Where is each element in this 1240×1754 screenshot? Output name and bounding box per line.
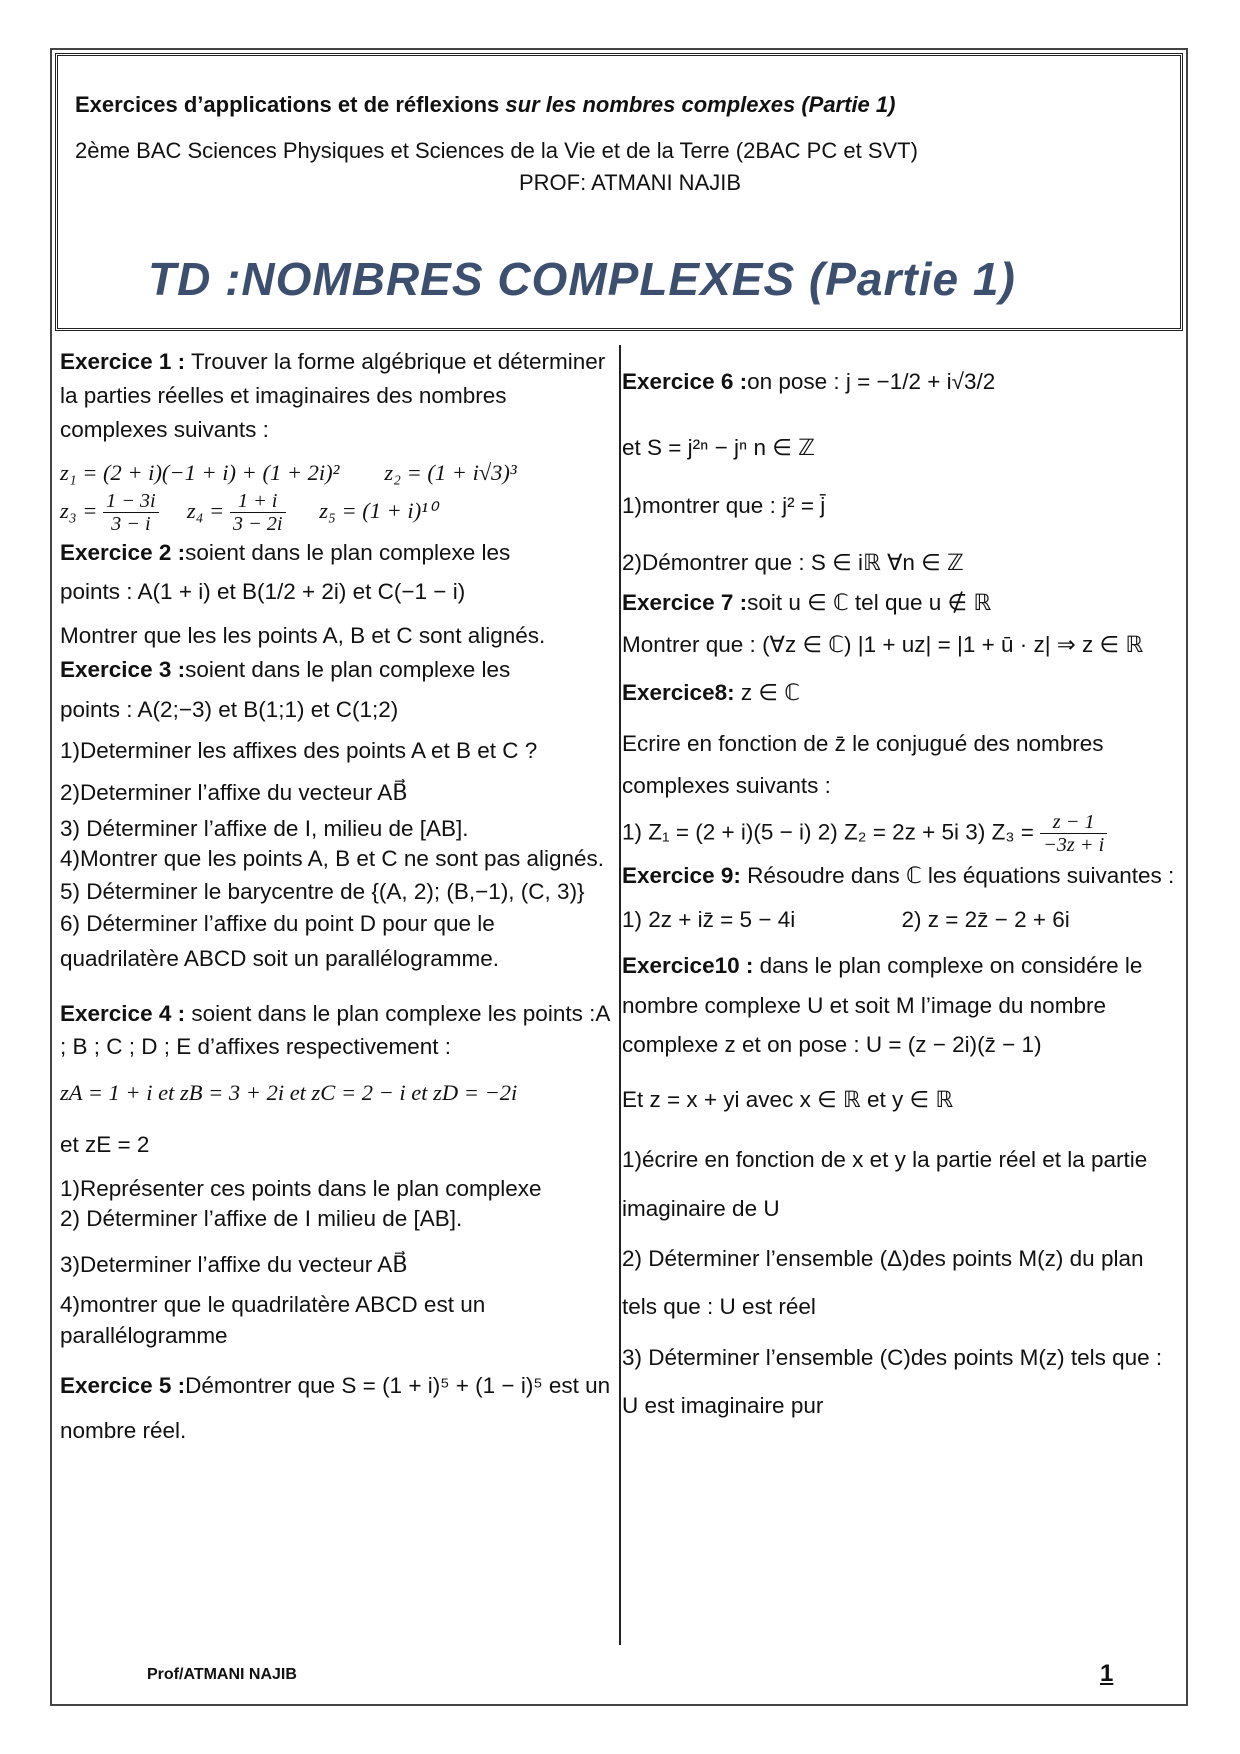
exercise-5: Exercice 5 :Démontrer que S = (1 + i)⁵ + (1 − i)⁵ est un nombre réel. — [60, 1372, 611, 1443]
column-divider — [619, 345, 621, 1645]
ex8-task: Ecrire en fonction de z̄ le conjugué des nombres complexes suivants : — [622, 731, 1104, 798]
ex3-q3: 3) Déterminer l’affixe de I, milieu de [AB]. — [60, 815, 469, 841]
ex6-q2: 2)Démontrer que : S ∈ iℝ ∀n ∈ ℤ — [622, 550, 964, 576]
ex8-items: 1) Z₁ = (2 + i)(5 − i) 2) Z₂ = 2z + 5i 3) Z₃ = $\frac{z - 1}{-3z + i}$ — [622, 811, 1182, 857]
exercise-4: Exercice 4 : soient dans le plan complexe les points :A ; B ; C ; D ; E d’affixes respectivement : — [60, 1000, 610, 1060]
ex4-q2: 2) Déterminer l’affixe de I milieu de [AB]. — [60, 1206, 463, 1232]
exercise-2: Exercice 2 :soient dans le plan complexe les — [60, 539, 511, 565]
ex3-q5: 5) Déterminer le barycentre de {(A, 2); (B,−1), (C, 3)} — [60, 878, 585, 904]
exercise-7: Exercice 7 :soit u ∈ ℂ tel que u ∉ ℝ — [622, 590, 992, 615]
ex9-equations: 1) 2z + iz̄ = 5 − 4i 2) z = 2z̄ − 2 + 6i — [622, 906, 1070, 932]
exercise-9: Exercice 9: Résoudre dans ℂ les équations suivantes : — [622, 863, 1175, 889]
document-prof: PROF: ATMANI NAJIB — [518, 170, 742, 195]
exercise-1: Exercice 1 : Trouver la forme algébrique et déterminer la parties réelles et imaginaires des nombres complexes suivants : — [60, 349, 606, 442]
ex6-s-def: et S = j²ⁿ − jⁿ n ∈ ℤ — [622, 434, 815, 460]
document-subtitle: 2ème BAC Sciences Physiques et Sciences de la Vie et de la Terre (2BAC PC et SVT) — [75, 138, 918, 163]
ex4-q3: 3)Determiner l’affixe du vecteur AB⃗ — [60, 1252, 408, 1278]
left-column — [60, 345, 615, 1453]
ex1-z1-z2: z₁ = (2 + i)(−1 + i) + (1 + 2i)² z₂ = (1 + i√3)³ — [60, 460, 517, 486]
exercise-10: Exercice10 : dans le plan complexe on considére le nombre complexe U et soit M l’image du nombre complexe z et on pose : U = (z − 2i)(z̄ − 1) — [622, 953, 1143, 1058]
exercise-3: Exercice 3 :soient dans le plan complexe les — [60, 656, 511, 682]
ex2-task: Montrer que les les points A, B et C sont alignés. — [60, 623, 546, 649]
right-column — [622, 345, 1182, 1431]
ex4-q1: 1)Représenter ces points dans le plan complexe — [60, 1175, 542, 1201]
ex1-z3-z5: z₃ = $\frac{1 - 3i}{3 - i}$ z₄ = $\frac{1 + i}{3 - 2i}$ z₅ = (1 + i)¹⁰ — [60, 490, 437, 536]
page-number: 1 — [1100, 1660, 1114, 1687]
ex10-q3: 3) Déterminer l’ensemble (C)des points M(z) tels que : U est imaginaire pur — [622, 1344, 1163, 1419]
ex3-q2: 2)Determiner l’affixe du vecteur AB⃗ — [60, 780, 408, 806]
exercise-6: Exercice 6 :on pose : j = −1/2 + i√3/2 — [622, 369, 996, 394]
ex3-q6: 6) Déterminer l’affixe du point D pour que le quadrilatère ABCD soit un parallélogramme. — [60, 910, 499, 971]
ex3-q4: 4)Montrer que les points A, B et C ne sont pas alignés. — [60, 846, 605, 872]
exercise-8: Exercice8: z ∈ ℂ — [622, 679, 800, 705]
ex3-points: points : A(2;−3) et B(1;1) et C(1;2) — [60, 696, 399, 722]
ex4-affixes: zA = 1 + i et zB = 3 + 2i et zC = 2 − i et zD = −2i — [60, 1080, 518, 1106]
ex2-points: points : A(1 + i) et B(1/2 + 2i) et C(−1 − i) — [60, 579, 466, 605]
ex10-q2: 2) Déterminer l’ensemble (Δ)des points M(z) du plan tels que : U est réel — [622, 1246, 1144, 1320]
footer-author: Prof/ATMANI NAJIB — [147, 1666, 297, 1683]
ex6-q1: 1)montrer que : j² = j̄ — [622, 492, 826, 518]
ex10-line2: Et z = x + yi avec x ∈ ℝ et y ∈ ℝ — [622, 1086, 954, 1112]
ex3-q1: 1)Determiner les affixes des points A et B et C ? — [60, 738, 538, 764]
ex10-q1: 1)écrire en fonction de x et y la partie réel et la partie imaginaire de U — [622, 1147, 1148, 1221]
td-title: TD :NOMBRES COMPLEXES (Partie 1) — [148, 253, 1016, 305]
ex7-task: Montrer que : (∀z ∈ ℂ) |1 + uz| = |1 + ū · z| ⇒ z ∈ ℝ — [622, 631, 1144, 657]
ex4-affixe-e: et zE = 2 — [60, 1131, 150, 1157]
document-title: Exercices d’applications et de réflexions sur les nombres complexes (Partie 1) — [75, 92, 896, 117]
ex4-q4: 4)montrer que le quadrilatère ABCD est un parallélogramme — [60, 1292, 486, 1348]
